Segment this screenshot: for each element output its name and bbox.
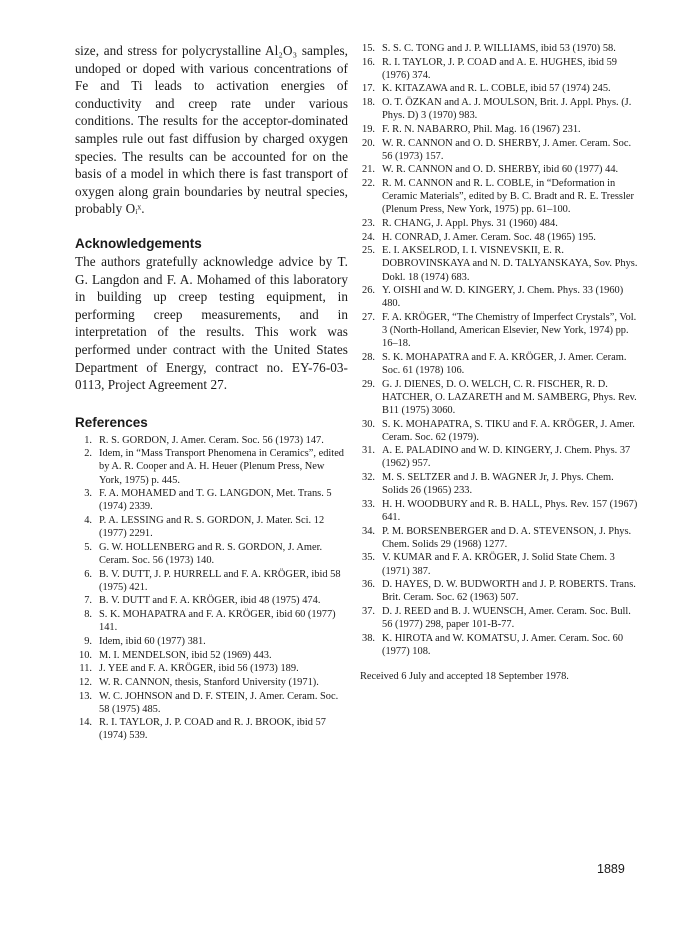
reference-text: Idem, ibid 60 (1977) 381. [99,635,206,647]
references-heading: References [75,414,148,430]
reference-item [360,284,638,310]
reference-text: H. CONRAD, J. Amer. Ceram. Soc. 48 (1965) 195. [382,231,596,243]
reference-number: 2. [84,448,92,460]
reference-item [360,525,638,551]
reference-number: 8. [84,609,92,621]
reference-text: S. K. MOHAPATRA and F. A. KRÖGER, ibid 60 (1977) 141. [99,609,336,634]
reference-number: 15. [362,43,375,54]
reference-number: 37. [362,606,375,617]
reference-item [75,447,348,486]
reference-item [75,594,348,607]
reference-number: 1. [84,434,92,446]
reference-item [360,311,638,350]
reference-text: M. I. MENDELSON, ibid 52 (1969) 443. [99,649,272,661]
reference-text: B. V. DUTT and F. A. KRÖGER, ibid 48 (1975) 474. [99,595,321,607]
page-number: 1889 [597,862,625,876]
reference-text: Y. OISHI and W. D. KINGERY, J. Chem. Phys. 33 (1960) 480. [382,285,624,310]
reference-item [360,137,638,163]
reference-number: 18. [362,97,375,109]
reference-number: 11. [79,663,92,675]
reference-number: 16. [362,56,375,68]
reference-number: 31. [362,445,375,457]
reference-item [75,487,348,513]
reference-number: 13. [79,690,92,702]
reference-number: 7. [84,595,92,607]
reference-number: 24. [362,231,375,243]
reference-text: A. E. PALADINO and W. D. KINGERY, J. Chem. Phys. 37 (1962) 957. [382,445,631,470]
continued-paragraph: size, and stress for polycrystalline Al₂O₃ samples, undoped or doped with various concentrations of Fe and Ti leads to activation energies of conductivity and creep rate under various conditions. The results for the acceptor-dominated samples rule out fast diffusion by charged oxygen species. The results can be accounted for on the basis of a model in which there is fast transport of oxygen along grain boundaries by neutral species, probably Oᵢˣ. [75,43,348,217]
reference-number: 29. [362,378,375,390]
reference-number: 6. [84,568,92,580]
reference-text: W. R. CANNON, thesis, Stanford University (1971). [99,676,319,688]
reference-text: O. T. ÖZKAN and A. J. MOULSON, Brit. J. Appl. Phys. (J. Phys. D) 3 (1970) 983. [382,97,632,122]
reference-text: F. A. KRÖGER, “The Chemistry of Imperfect Crystals”, Vol. 3 (North-Holland, American Elsevier, New York, 1974) pp. 16–18. [382,312,637,350]
reference-item [75,434,348,447]
reference-item [360,217,638,230]
reference-text: V. KUMAR and F. A. KRÖGER, J. Solid State Chem. 3 (1971) 387. [382,552,615,577]
reference-item [360,177,638,216]
reference-text: R. I. TAYLOR, J. P. COAD and A. E. HUGHES, ibid 59 (1976) 374. [382,56,617,81]
reference-number: 21. [362,164,375,176]
reference-text: S. S. C. TONG and J. P. WILLIAMS, ibid 53 (1970) 58. [382,43,616,54]
acknowledgements-heading: Acknowledgements [75,235,202,251]
reference-number: 25. [362,245,375,257]
reference-text: H. H. WOODBURY and R. B. HALL, Phys. Rev. 157 (1967) 641. [382,498,638,523]
reference-list-right [360,42,638,658]
reference-number: 30. [362,418,375,430]
reference-item [360,123,638,136]
reference-number: 35. [362,552,375,564]
reference-text: R. CHANG, J. Appl. Phys. 31 (1960) 484. [382,217,558,229]
reference-item [75,608,348,634]
reference-item [75,676,348,689]
reference-list-left [75,434,348,743]
reference-item [360,605,638,631]
reference-item [75,716,348,742]
reference-text: F. A. MOHAMED and T. G. LANGDON, Met. Trans. 5 (1974) 2339. [99,488,332,513]
reference-number: 4. [84,515,92,527]
reference-item [360,444,638,470]
reference-number: 27. [362,312,375,323]
reference-text: M. S. SELTZER and J. B. WAGNER Jr, J. Phys. Chem. Solids 26 (1965) 233. [382,472,614,497]
reference-item [360,351,638,377]
reference-item [360,244,638,283]
reference-item [360,632,638,658]
reference-number: 26. [362,285,375,297]
reference-text: W. R. CANNON and O. D. SHERBY, J. Amer. Ceram. Soc. 56 (1973) 157. [382,137,632,162]
reference-item [360,378,638,417]
reference-number: 17. [362,83,375,95]
reference-item [360,56,638,82]
reference-number: 33. [362,498,375,510]
reference-number: 9. [84,635,92,647]
reference-number: 22. [362,178,375,190]
reference-item [75,635,348,648]
reference-item [360,418,638,444]
reference-number: 28. [362,351,375,363]
reference-text: B. V. DUTT, J. P. HURRELL and F. A. KRÖGER, ibid 58 (1975) 421. [99,568,341,593]
reference-text: P. A. LESSING and R. S. GORDON, J. Mater. Sci. 12 (1977) 2291. [99,515,325,540]
reference-item [360,578,638,604]
reference-text: E. I. AKSELROD, I. I. VISNEVSKII, E. R. DOBROVINSKAYA and N. D. TALYANSKAYA, Sov. Phys. Dokl. 18 (1974) 683. [382,245,638,283]
reference-item [75,568,348,594]
reference-text: G. W. HOLLENBERG and R. S. GORDON, J. Amer. Ceram. Soc. 56 (1973) 140. [99,541,323,566]
reference-number: 14. [79,717,92,729]
reference-number: 23. [362,217,375,229]
reference-text: D. HAYES, D. W. BUDWORTH and J. P. ROBERTS. Trans. Brit. Ceram. Soc. 62 (1963) 507. [382,579,636,604]
reference-item [360,42,638,55]
reference-text: W. C. JOHNSON and D. F. STEIN, J. Amer. Ceram. Soc. 58 (1975) 485. [99,690,339,715]
acknowledgements-text: The authors gratefully acknowledge advice by T. G. Langdon and F. A. Mohamed of this laboratory in building up creep testing equipment, in performing creep measurements, and in interpretation of the results. This work was performed under contract with the United States Department of Energy, contract no. EY-76-03-0113, Project Agreement 27. [75,253,348,393]
reference-number: 3. [84,488,92,500]
reference-text: Idem, in “Mass Transport Phenomena in Ceramics”, edited by A. R. Cooper and A. H. Heuer (Plenum Press, New York, 1975) p. 445. [99,448,345,486]
reference-number: 12. [79,676,92,688]
reference-number: 10. [79,649,92,661]
reference-text: S. K. MOHAPATRA, S. TIKU and F. A. KRÖGER, J. Amer. Ceram. Soc. 62 (1979). [382,418,635,443]
reference-number: 38. [362,632,375,644]
reference-item [75,662,348,675]
reference-text: S. K. MOHAPATRA and F. A. KRÖGER, J. Amer. Ceram. Soc. 61 (1978) 106. [382,351,627,376]
reference-item [360,82,638,95]
reference-item [75,541,348,567]
reference-item [360,471,638,497]
reference-item [75,514,348,540]
reference-item [360,163,638,176]
reference-text: K. HIROTA and W. KOMATSU, J. Amer. Ceram. Soc. 60 (1977) 108. [382,632,624,657]
left-column [75,42,348,743]
reference-item [75,649,348,662]
reference-text: R. M. CANNON and R. L. COBLE, in “Deformation in Ceramic Materials”, edited by B. C. Bradt and R. E. Tressler (Plenum Press, New York, 1975) pp. 61–100. [382,178,634,216]
reference-number: 19. [362,123,375,135]
reference-number: 36. [362,579,375,591]
reference-number: 34. [362,525,375,537]
reference-item [75,690,348,716]
reference-text: P. M. BORSENBERGER and D. A. STEVENSON, J. Phys. Chem. Solids 29 (1968) 1277. [382,525,632,550]
reference-number: 20. [362,137,375,149]
reference-text: R. S. GORDON, J. Amer. Ceram. Soc. 56 (1973) 147. [99,434,324,446]
reference-text: D. J. REED and B. J. WUENSCH, Amer. Ceram. Soc. Bull. 56 (1977) 298, paper 101-B-77. [382,606,631,631]
reference-text: K. KITAZAWA and R. L. COBLE, ibid 57 (1974) 245. [382,83,611,95]
reference-text: W. R. CANNON and O. D. SHERBY, ibid 60 (1977) 44. [382,164,619,176]
reference-text: F. R. N. NABARRO, Phil. Mag. 16 (1967) 231. [382,123,581,135]
reference-text: G. J. DIENES, D. O. WELCH, C. R. FISCHER, R. D. HATCHER, O. LAZARETH and M. SAMBERG, Phys. Rev. B11 (1975) 3060. [382,378,637,416]
right-column [360,42,638,693]
reference-number: 5. [84,541,92,553]
reference-item [360,96,638,122]
reference-number: 32. [362,472,375,484]
reference-item [360,551,638,577]
received-date: Received 6 July and accepted 18 September 1978. [360,670,569,682]
reference-item [360,231,638,244]
reference-text: R. I. TAYLOR, J. P. COAD and R. J. BROOK, ibid 57 (1974) 539. [99,717,326,742]
reference-item [360,498,638,524]
reference-text: J. YEE and F. A. KRÖGER, ibid 56 (1973) 189. [99,663,299,675]
